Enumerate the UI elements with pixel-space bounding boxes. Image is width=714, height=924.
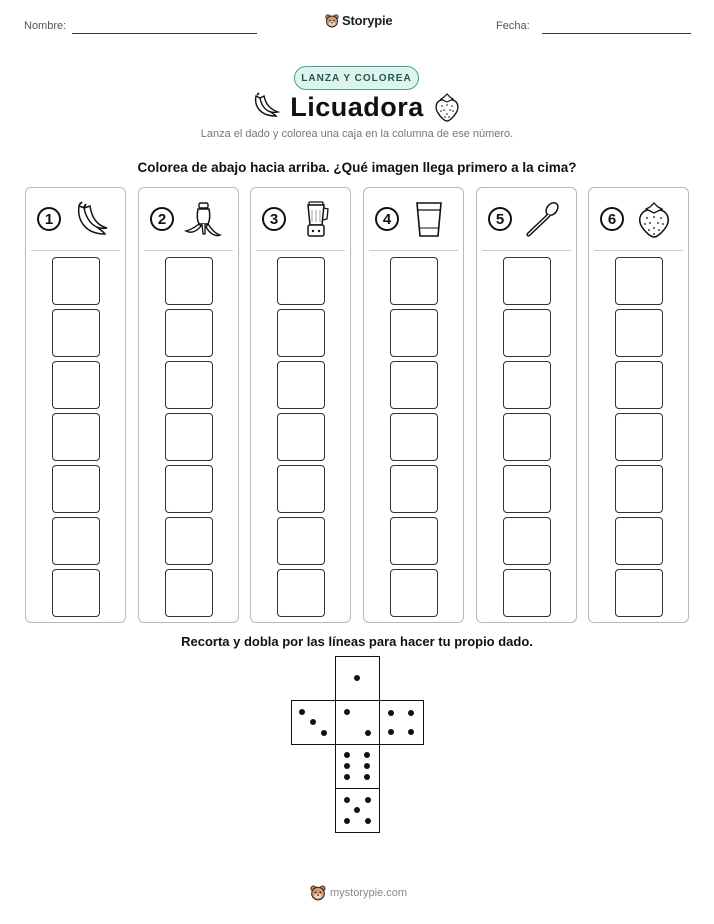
die-pip [344,818,350,824]
column-number: 1 [37,207,61,231]
column-header [589,200,688,240]
column-6 [588,187,689,623]
color-box[interactable] [615,257,663,305]
die-face-4 [379,700,424,745]
die-pip [408,710,414,716]
column-2 [138,187,239,623]
date-line[interactable] [542,33,691,34]
die-pip [388,710,394,716]
color-box[interactable] [277,257,325,305]
die-face-1 [335,656,380,701]
peeled-banana-icon [184,200,224,240]
column-header [364,200,463,240]
color-box[interactable] [615,309,663,357]
footer [310,885,407,901]
column-number: 5 [488,207,512,231]
column-3 [250,187,351,623]
column-number: 6 [600,207,624,231]
color-box[interactable] [165,413,213,461]
color-box[interactable] [503,361,551,409]
page-subtitle: Lanza el dado y colorea una caja en la columna de ese número. [200,128,514,140]
die-pip [364,774,370,780]
color-box[interactable] [503,517,551,565]
die-pip [310,719,316,725]
color-box[interactable] [390,309,438,357]
banana-icon [71,200,111,240]
color-box[interactable] [277,361,325,409]
color-box[interactable] [615,569,663,617]
color-box[interactable] [615,361,663,409]
color-box[interactable] [165,465,213,513]
color-box[interactable] [390,413,438,461]
die-pip [365,797,371,803]
die-pip [364,763,370,769]
column-number: 2 [150,207,174,231]
column-divider [482,250,571,251]
die-face-6 [335,744,380,789]
column-header [26,200,125,240]
strawberry-icon [634,200,674,240]
column-5 [476,187,577,623]
name-label: Nombre: [24,20,67,32]
name-line[interactable] [72,33,257,34]
die-face-3 [291,700,336,745]
color-box[interactable] [52,257,100,305]
column-divider [369,250,458,251]
instruction-text: Colorea de abajo hacia arriba. ¿Qué imagen llega primero a la cima? [137,160,577,175]
color-box[interactable] [277,517,325,565]
die-pip [299,709,305,715]
activity-badge: LANZA Y COLOREA [294,66,419,90]
column-number: 3 [262,207,286,231]
color-box[interactable] [390,465,438,513]
die-pip [354,675,360,681]
column-header [251,200,350,240]
color-box[interactable] [390,361,438,409]
color-box[interactable] [165,309,213,357]
die-pip [344,763,350,769]
column-divider [256,250,345,251]
blender-icon [296,200,336,240]
date-label: Fecha: [496,20,530,32]
die-pip [321,730,327,736]
die-pip [364,752,370,758]
column-number: 4 [375,207,399,231]
color-box[interactable] [52,309,100,357]
column-4 [363,187,464,623]
die-pip [344,752,350,758]
column-header [139,200,238,240]
die-pip [344,797,350,803]
die-pip [344,774,350,780]
bear-face-icon [310,885,326,901]
color-box[interactable] [503,465,551,513]
color-box[interactable] [503,413,551,461]
spoon-icon [522,200,562,240]
color-box[interactable] [615,465,663,513]
color-box[interactable] [390,569,438,617]
color-box[interactable] [52,569,100,617]
page-title: Licuadora [290,92,424,122]
color-box[interactable] [503,569,551,617]
color-box[interactable] [503,257,551,305]
color-box[interactable] [165,257,213,305]
die-face-2 [335,700,380,745]
column-divider [144,250,233,251]
die-pip [365,818,371,824]
die-face-5 [335,788,380,833]
bear-face-icon [325,14,339,28]
color-box[interactable] [277,569,325,617]
color-box[interactable] [615,413,663,461]
column-header [477,200,576,240]
color-box[interactable] [277,465,325,513]
color-box[interactable] [165,361,213,409]
color-box[interactable] [52,413,100,461]
color-box[interactable] [52,361,100,409]
color-box[interactable] [390,517,438,565]
column-divider [31,250,120,251]
brand-name: Storypie [342,13,393,28]
brand-logo [325,13,392,28]
die-pip [365,730,371,736]
column-divider [594,250,683,251]
footer-url[interactable]: mystorypie.com [330,887,408,899]
color-box[interactable] [615,517,663,565]
color-box[interactable] [390,257,438,305]
color-box[interactable] [165,569,213,617]
color-box[interactable] [277,309,325,357]
strawberry-icon [432,91,462,123]
color-box[interactable] [503,309,551,357]
color-box[interactable] [277,413,325,461]
color-box[interactable] [52,465,100,513]
color-box[interactable] [52,517,100,565]
die-instruction: Recorta y dobla por las líneas para hacer tu propio dado. [181,634,533,649]
glass-icon [409,200,449,240]
die-pip [388,729,394,735]
die-pip [408,729,414,735]
die-pip [354,807,360,813]
column-1 [25,187,126,623]
die-pip [344,709,350,715]
color-box[interactable] [165,517,213,565]
